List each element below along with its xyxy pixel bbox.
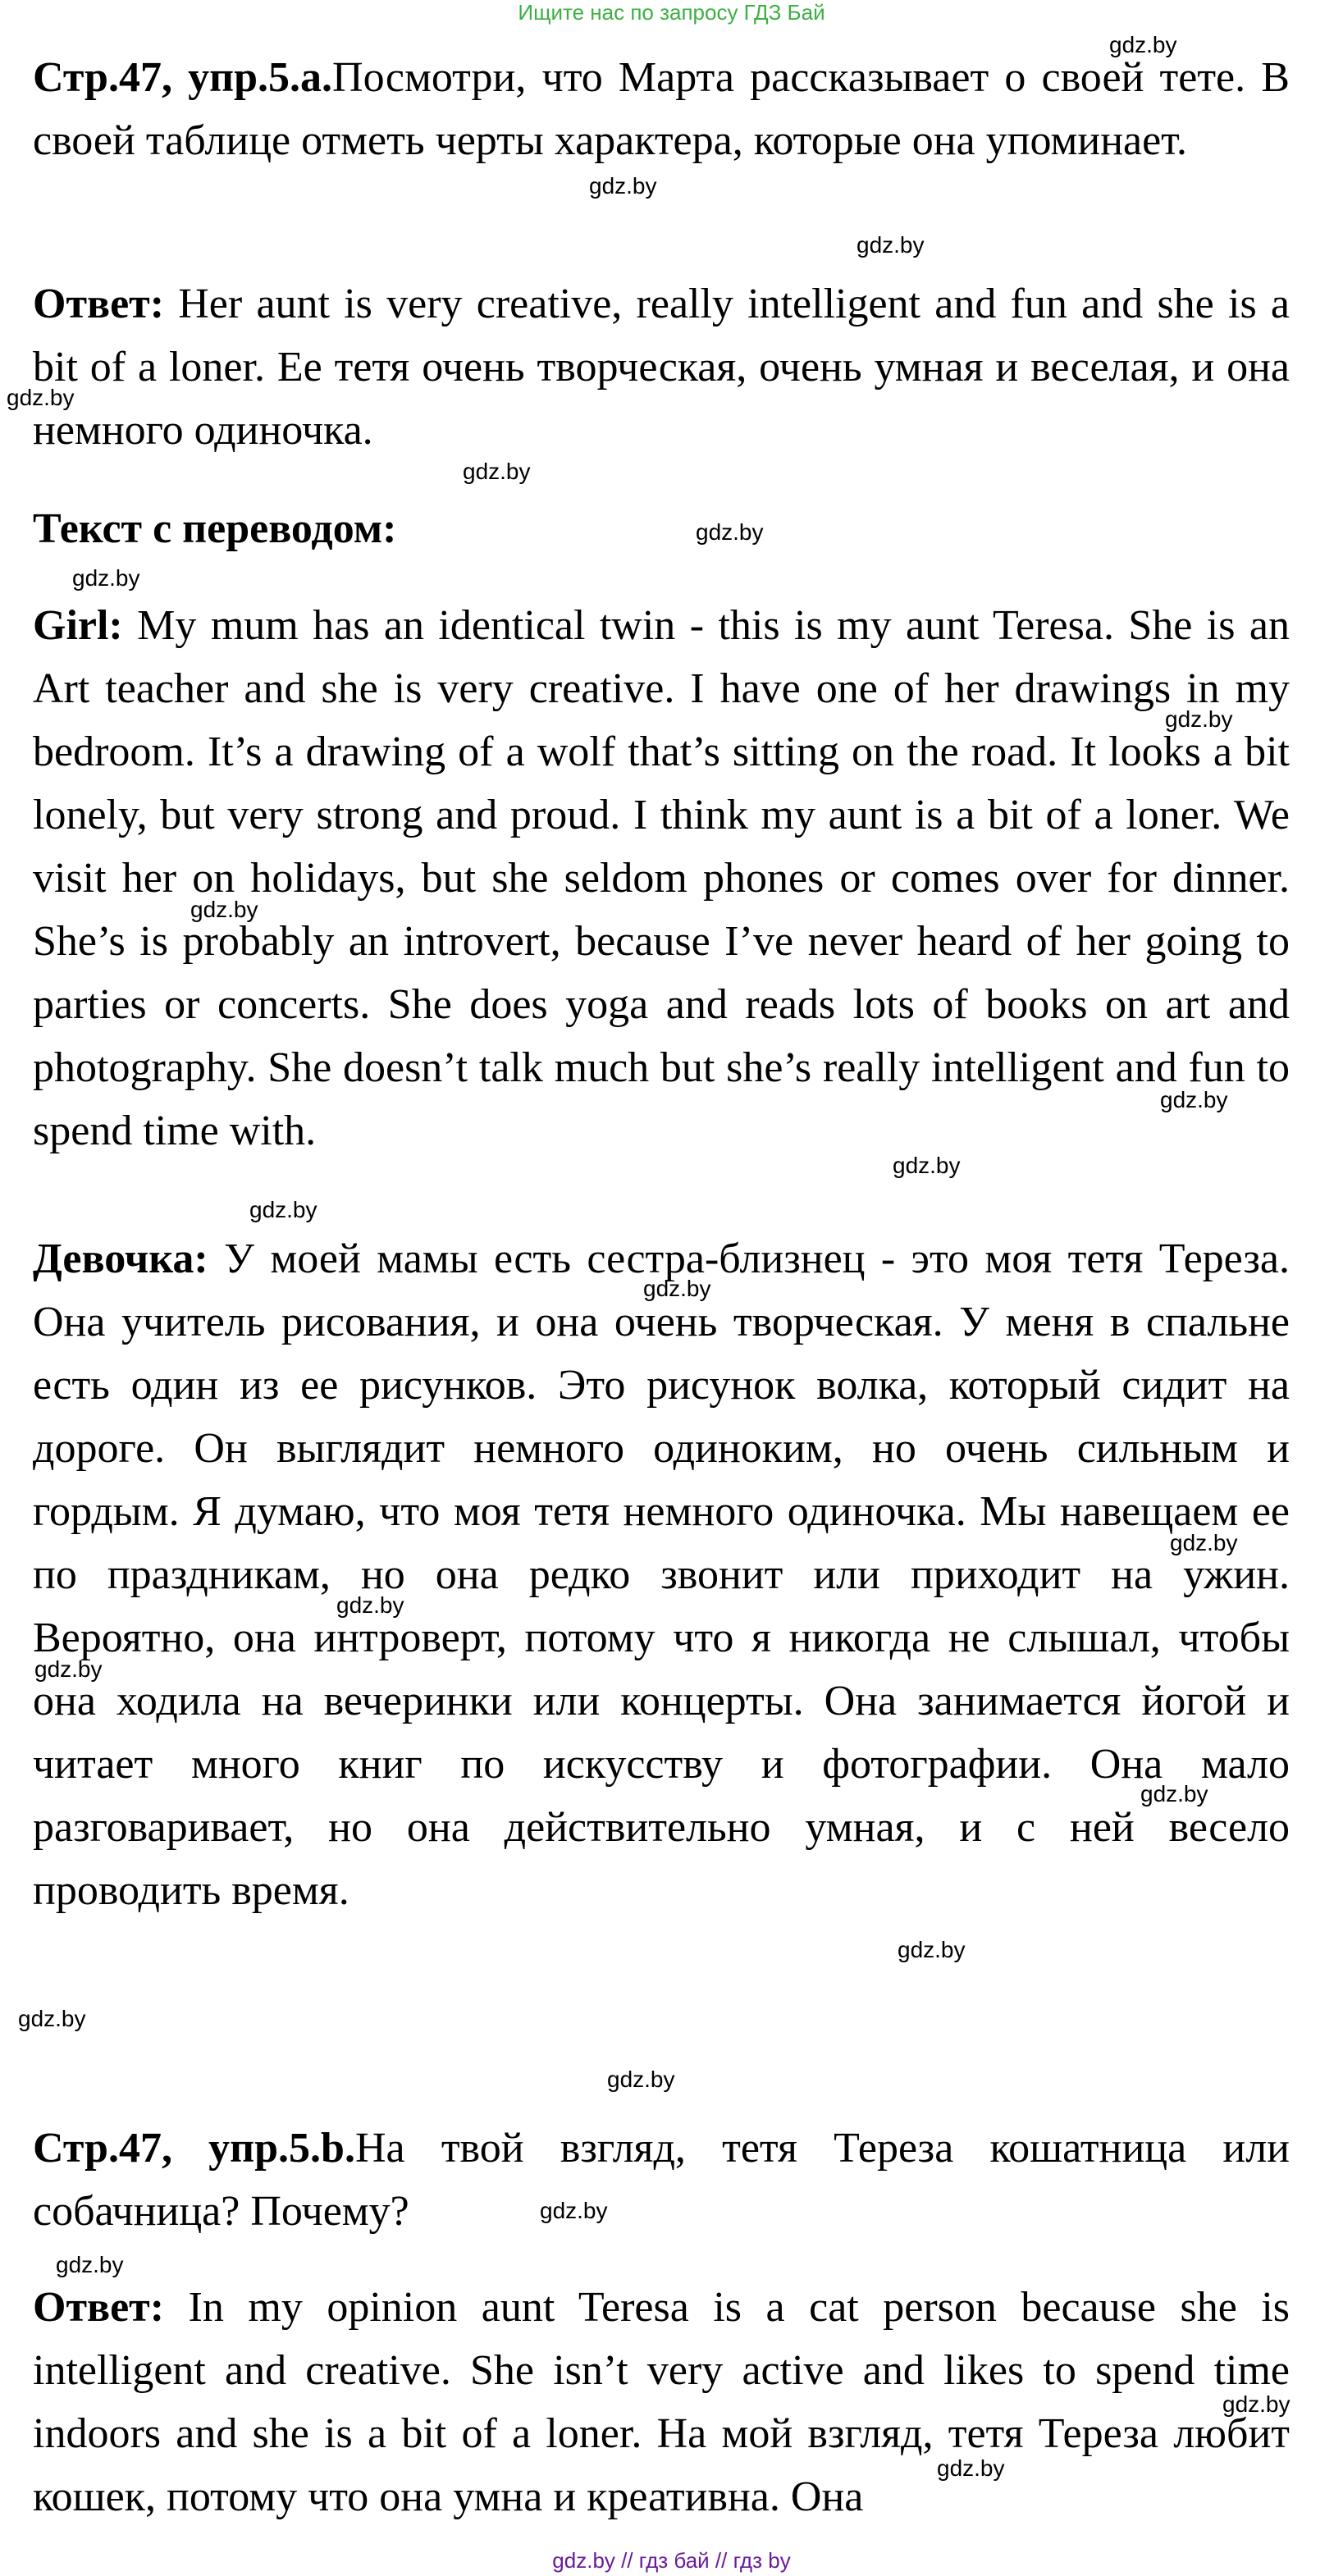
task-a-label: Стр.47, упр.5.а. <box>33 54 333 101</box>
watermark: gdz.by <box>898 1937 966 1962</box>
watermark: gdz.by <box>696 519 764 545</box>
watermark: gdz.by <box>1140 1781 1208 1806</box>
girl-paragraph <box>33 594 1290 1162</box>
watermark: gdz.by <box>34 1656 103 1682</box>
answer-a-paragraph <box>33 272 1290 462</box>
girl-label: Girl: <box>33 602 123 649</box>
text-heading-label: Текст с переводом: <box>33 505 397 552</box>
girl-text: My mum has an identical twin - this is my aunt Teresa. She is an Art teacher and she is very creative. I have one of her drawings in my bedroom. It’s a drawing of a wolf that’s sitting on the road. It looks a bit lonely, but very strong and proud. I think my aunt is a bit of a loner. We visit her on holidays, but she seldom phones or comes over for dinner. She’s is probably an introvert, because I’ve never heard of her going to parties or concerts. She does yoga and reads lots of books on art and photography. She doesn’t talk much but she’s really intelligent and fun to spend time with. <box>33 602 1290 1154</box>
text-heading <box>33 497 1290 560</box>
answer-a-text: Her aunt is very creative, really intelligent and fun and she is a bit of a loner. Ее тетя очень творческая, очень умная и веселая, и она немного одиночка. <box>33 281 1290 454</box>
task-b-label: Стр.47, упр.5.b. <box>33 2125 355 2172</box>
watermark: gdz.by <box>937 2455 1005 2481</box>
watermark: gdz.by <box>249 1197 317 1222</box>
watermark: gdz.by <box>643 1276 711 1301</box>
task-a-question: Посмотри, что Марта рассказывает о своей тете. В своей таблице отметь черты характера, которые она упоминает. <box>33 54 1290 164</box>
watermark: gdz.by <box>7 385 75 410</box>
footer-links[interactable]: gdz.by // гдз бай // гдз by <box>552 2548 791 2573</box>
task-b-question: На твой взгляд, тетя Тереза кошатница или собачница? Почему? <box>33 2125 1290 2235</box>
watermark: gdz.by <box>540 2198 608 2223</box>
watermark: gdz.by <box>336 1592 404 1618</box>
answer-b-label: Ответ: <box>33 2284 165 2331</box>
watermark: gdz.by <box>857 232 925 258</box>
devochka-label: Девочка: <box>33 1235 208 1282</box>
watermark: gdz.by <box>589 173 657 199</box>
watermark: gdz.by <box>1165 706 1233 732</box>
watermark: gdz.by <box>72 565 140 591</box>
watermark: gdz.by <box>1109 32 1177 57</box>
promo-link[interactable]: Ищите нас по запросу ГДЗ Бай <box>518 0 825 25</box>
task-b-paragraph <box>33 2117 1290 2243</box>
answer-b-paragraph <box>33 2276 1290 2528</box>
watermark: gdz.by <box>1222 2391 1290 2417</box>
watermark: gdz.by <box>893 1153 961 1178</box>
answer-a-label: Ответ: <box>33 281 165 327</box>
answer-b-text: In my opinion aunt Teresa is a cat person because she is intelligent and creative. She isn’t very active and likes to spend time indoors and she is a bit of a loner. На мой взгляд, тетя Тереза любит кошек, потому что она умна и креативна. Она <box>33 2284 1290 2520</box>
watermark: gdz.by <box>190 897 258 922</box>
watermark: gdz.by <box>18 2006 86 2031</box>
watermark: gdz.by <box>463 459 531 484</box>
watermark: gdz.by <box>56 2252 124 2277</box>
watermark: gdz.by <box>1160 1087 1228 1112</box>
devochka-paragraph <box>33 1227 1290 1922</box>
task-a-paragraph <box>33 46 1290 172</box>
watermark: gdz.by <box>607 2067 675 2092</box>
devochka-text: У моей мамы есть сестра-близнец - это моя тетя Тереза. Она учитель рисования, и она очень творческая. У меня в спальне есть один из ее рисунков. Это рисунок волка, который сидит на дороге. Он выглядит немного одиноким, но очень сильным и гордым. Я думаю, что моя тетя немного одиночка. Мы навещаем ее по праздникам, но она редко звонит или приходит на ужин. Вероятно, она интроверт, потому что я никогда не слышал, чтобы она ходила на вечеринки или концерты. Она занимается йогой и читает много книг по искусству и фотографии. Она мало разговаривает, но она действительно умная, и с ней весело проводить время. <box>33 1235 1290 1914</box>
watermark: gdz.by <box>1170 1530 1238 1555</box>
